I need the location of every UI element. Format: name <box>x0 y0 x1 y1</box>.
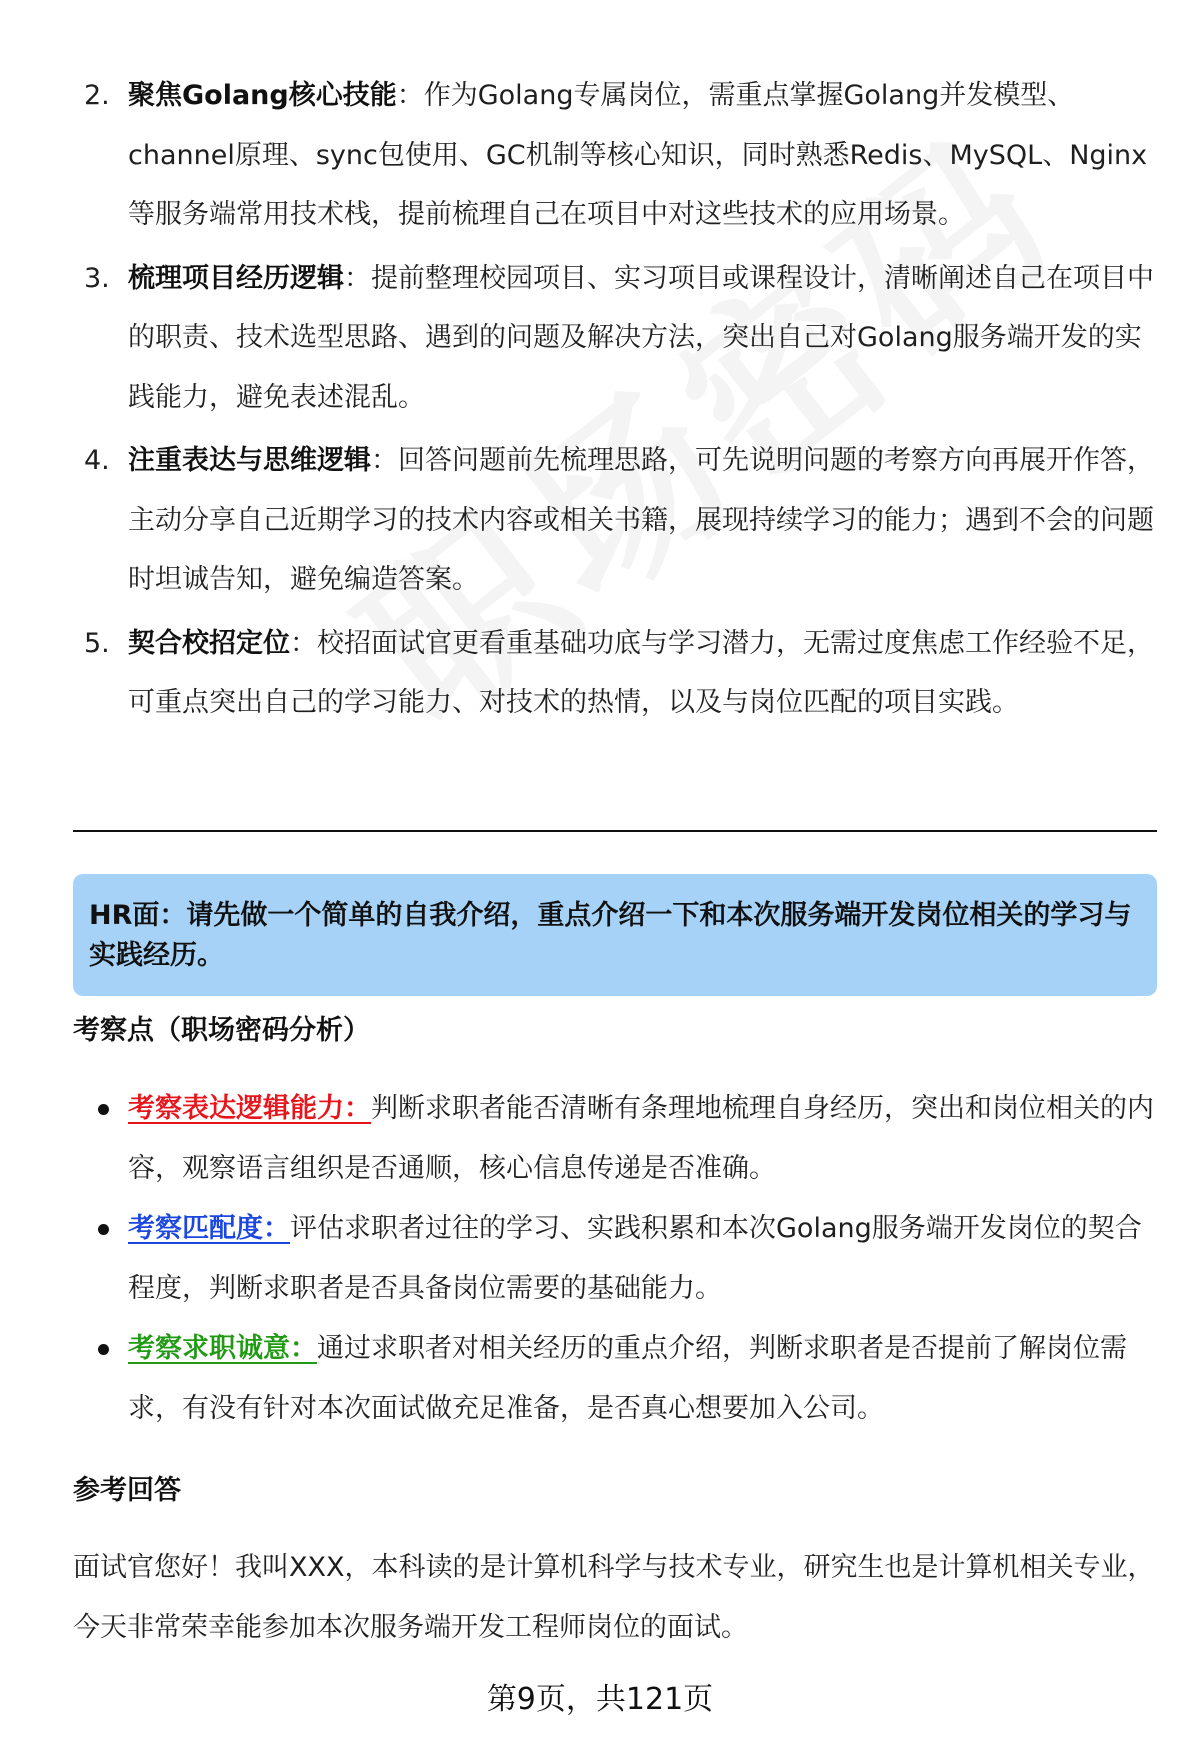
list-item-separator: ： <box>344 262 371 294</box>
bullet-item <box>0 1319 1200 1438</box>
list-item-title: 契合校招定位 <box>128 627 290 659</box>
list-item-title: 梳理项目经历逻辑 <box>128 262 344 294</box>
bullet-item <box>0 1199 1200 1318</box>
bullet-label: 考察匹配度： <box>128 1213 290 1244</box>
interview-question: HR面：请先做一个简单的自我介绍，重点介绍一下和本次服务端开发岗位相关的学习与实践经历。 <box>89 900 1132 971</box>
list-item-separator: ： <box>396 80 424 111</box>
bullet-text: 通过求职者对相关经历的重点介绍，判断求职者是否提前了解岗位需求，有没有针对本次面试做充足准备，是否真心想要加入公司。 <box>128 1333 1127 1424</box>
list-item-number: 3. <box>84 262 110 294</box>
bullet-label: 考察表达逻辑能力： <box>128 1093 371 1124</box>
list-item <box>0 614 1200 733</box>
bullet-label: 考察求职诚意： <box>128 1333 317 1364</box>
tips-numbered-list <box>0 66 1200 737</box>
bullet-text: 评估求职者过往的学习、实践积累和本次Golang服务端开发岗位的契合程度，判断求职者是否具备岗位需要的基础能力。 <box>128 1213 1142 1304</box>
list-item-separator: ： <box>290 627 317 659</box>
list-item-title: 注重表达与思维逻辑 <box>128 445 371 476</box>
list-item-number: 2. <box>84 80 110 111</box>
list-item <box>0 431 1200 610</box>
assessment-points-heading: 考察点（职场密码分析） <box>73 1015 370 1046</box>
section-divider <box>73 830 1157 832</box>
list-item-text: 校招面试官更看重基础功底与学习潜力，无需过度焦虑工作经验不足，可重点突出自己的学习能力、对技术的热情，以及与岗位匹配的项目实践。 <box>128 627 1154 718</box>
reference-answer-heading: 参考回答 <box>73 1475 181 1506</box>
list-item-text: 回答问题前先梳理思路，可先说明问题的考察方向再展开作答，主动分享自己近期学习的技术内容或相关书籍，展现持续学习的能力；遇到不会的问题时坦诚告知，避免编造答案。 <box>128 445 1154 595</box>
list-item-number: 5. <box>84 627 110 659</box>
assessment-bullet-list <box>0 1079 1200 1439</box>
list-item-separator: ： <box>371 445 398 476</box>
bullet-dot-icon <box>98 1104 109 1115</box>
bullet-dot-icon <box>98 1344 109 1355</box>
bullet-dot-icon <box>98 1224 109 1235</box>
list-item-title: 聚焦Golang核心技能 <box>128 80 397 111</box>
reference-answer-paragraph: 面试官您好！我叫XXX，本科读的是计算机科学与技术专业，研究生也是计算机相关专业，今天非常荣幸能参加本次服务端开发工程师岗位的面试。 <box>73 1552 1155 1643</box>
page-number-footer: 第9页，共121页 <box>486 1682 714 1717</box>
list-item-number: 4. <box>84 445 110 476</box>
list-item-text: 提前整理校园项目、实习项目或课程设计，清晰阐述自己在项目中的职责、技术选型思路、遇到的问题及解决方法，突出自己对Golang服务端开发的实践能力，避免表述混乱。 <box>128 262 1154 413</box>
list-item <box>0 249 1200 428</box>
list-item <box>0 66 1200 245</box>
interview-question-box <box>73 874 1157 996</box>
list-item-text: 作为Golang专属岗位，需重点掌握Golang并发模型、channel原理、sync包使用、GC机制等核心知识，同时熟悉Redis、MySQL、Nginx等服务端常用技术栈，提前梳理自己在项目中对这些技术的应用场景。 <box>128 80 1148 230</box>
bullet-item <box>0 1079 1200 1198</box>
bullet-text: 判断求职者能否清晰有条理地梳理自身经历，突出和岗位相关的内容，观察语言组织是否通顺，核心信息传递是否准确。 <box>128 1093 1154 1184</box>
